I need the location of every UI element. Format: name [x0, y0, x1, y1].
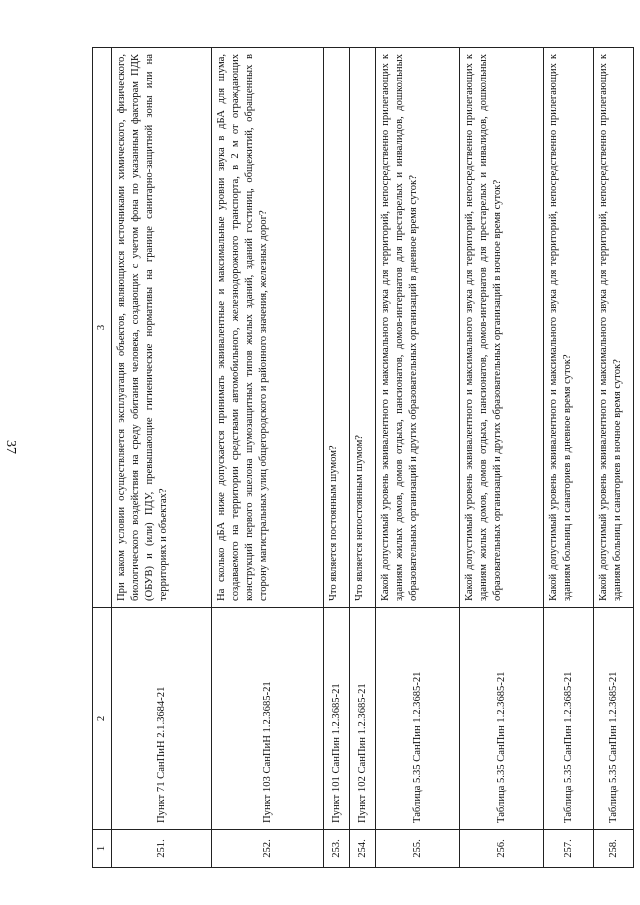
row-question: Какой допустимый уровень эквивалентного и максимального звука для территорий, непосредственно прилегающих к зданиям больниц и санаториев в ночное время суток?	[594, 48, 634, 608]
row-document: Таблица 5.35 СанПин 1.2.3685-21	[376, 608, 460, 830]
row-document: Пункт 103 СанПиН 1.2.3685-21	[212, 608, 324, 830]
table-row	[324, 48, 350, 868]
row-number: 254.	[350, 830, 376, 868]
row-number: 257.	[544, 830, 594, 868]
row-document: Таблица 5.35 СанПин 1.2.3685-21	[544, 608, 594, 830]
page-number: 37	[3, 440, 18, 454]
row-number: 252.	[212, 830, 324, 868]
row-document: Пункт 71 СанПиН 2.1.3684-21	[112, 608, 212, 830]
table-row	[112, 48, 212, 868]
row-number: 255.	[376, 830, 460, 868]
row-number: 258.	[594, 830, 634, 868]
questions-table	[92, 47, 634, 868]
row-document: Таблица 5.35 СанПин 1.2.3685-21	[460, 608, 544, 830]
table-row	[544, 48, 594, 868]
row-question: Какой допустимый уровень эквивалентного и максимального звука для территорий, непосредственно прилегающих к зданиям жилых домов, домов отдыха, пансионатов, домов-интернатов для престарелых и инвалидов, дошкольных образовательных организаций и других образовательных организаций в дневное время суток?	[376, 48, 460, 608]
header-col-3: 3	[93, 48, 112, 608]
row-question: Какой допустимый уровень эквивалентного и максимального звука для территорий, непосредственно прилегающих к зданиям больниц и санаториев в дневное время суток?	[544, 48, 594, 608]
row-question: На сколько дБА ниже допускается принимать эквивалентные и максимальные уровни звука в дБА для шума, создаваемого на территории средствами автомобильного, железнодорожного транспорта, в 2 м от ограждающих конструкций первого эшелона шумозащитных типов жилых зданий, зданий гостиниц, общежитий, обращенных в сторону магистральных улиц общегородского и районного значения, железных дорог?	[212, 48, 324, 608]
row-question: При каком условии осуществляется эксплуатация объектов, являющихся источниками химического, физического, биологического воздействия на среду обитания человека, создающих с учетом фона по указанным факторам ПДК (ОБУВ) и (или) ПДУ, превышающие гигиенические нормативы на границе санитарно-защитной зоны или на территориях и объектах?	[112, 48, 212, 608]
row-number: 251.	[112, 830, 212, 868]
table-row	[350, 48, 376, 868]
table-header-row	[93, 48, 112, 868]
row-number: 256.	[460, 830, 544, 868]
table-row	[460, 48, 544, 868]
row-question: Какой допустимый уровень эквивалентного и максимального звука для территорий, непосредственно прилегающих к зданиям жилых домов, домов отдыха, пансионатов, домов-интернатов для престарелых и инвалидов, дошкольных образовательных организаций и других образовательных организаций в ночное время суток?	[460, 48, 544, 608]
row-number: 253.	[324, 830, 350, 868]
header-col-1: 1	[93, 830, 112, 868]
table-row	[376, 48, 460, 868]
row-document: Пункт 102 СанПин 1.2.3685-21	[350, 608, 376, 830]
row-document: Пункт 101 СанПин 1.2.3685-21	[324, 608, 350, 830]
row-question: Что является постоянным шумом?	[324, 48, 350, 608]
rotated-table-page	[92, 48, 623, 868]
row-question: Что является непостоянным шумом?	[350, 48, 376, 608]
table-row	[212, 48, 324, 868]
header-col-2: 2	[93, 608, 112, 830]
table-row	[594, 48, 634, 868]
row-document: Таблица 5.35 СанПин 1.2.3685-21	[594, 608, 634, 830]
